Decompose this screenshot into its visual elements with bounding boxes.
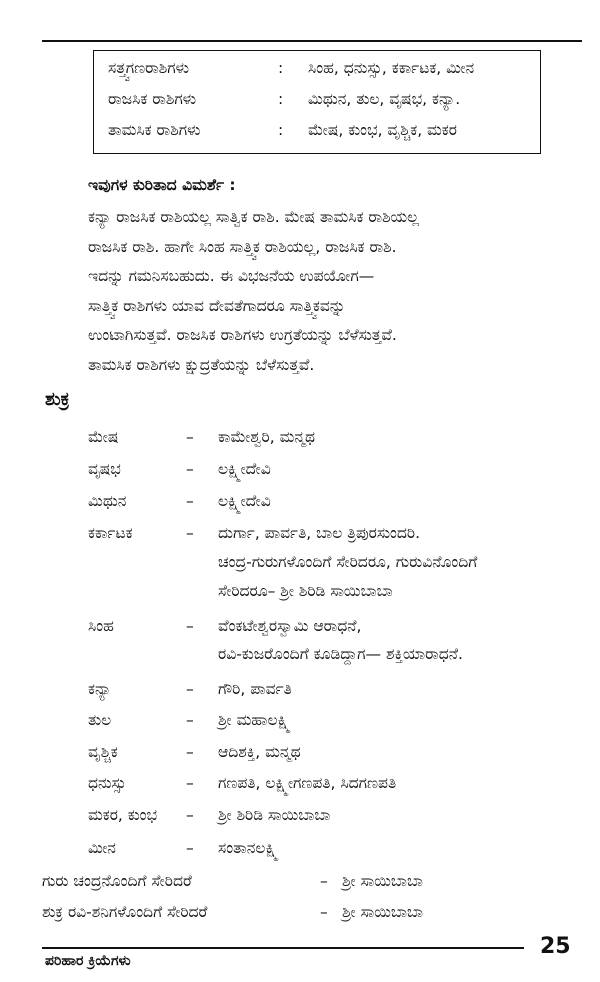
dash: –	[186, 524, 194, 542]
deity-value: ಆದಿಶಕ್ತಿ, ಮನ್ಮಥ	[218, 743, 301, 761]
dash: –	[186, 743, 194, 761]
dash: –	[186, 460, 194, 478]
paragraph-line: ರಾಜಸಿಕ ರಾಶಿ. ಹಾಗೇ ಸಿಂಹ ಸಾತ್ತ್ವಿಕ ರಾಶಿಯಲ್ಲ, ರಾಜಸಿಕ ರಾಶಿ.	[88, 237, 397, 256]
sign-name: ಧನುಸ್ಸು	[88, 774, 127, 792]
deity-value: ವೆಂಕಟೇಶ್ವರಸ್ವಾಮಿ ಆರಾಧನೆ,	[218, 617, 362, 635]
sign-name: ಮಿಥುನ	[88, 492, 127, 510]
table-label: ಸತ್ತ್ವಗಣರಾಶಿಗಳು	[108, 59, 190, 77]
continuation-line: ಸೇರಿದರೂ– ಶ್ರೀ ಶಿರಿಡಿ ಸಾಯಿಬಾಬಾ	[218, 582, 393, 600]
table-colon: :	[278, 121, 284, 139]
sign-name: ವೃಶ್ಚಿಕ	[88, 743, 118, 761]
sign-name: ಸಿಂಹ	[88, 617, 114, 635]
table-value: ಮೇಷ, ಕುಂಭ, ವೃಶ್ಚಿಕ, ಮಕರ	[308, 121, 457, 139]
dash: –	[320, 872, 328, 890]
deity-value: ಸಂತಾನಲಕ್ಷ್ಮಿ	[218, 839, 279, 857]
footer-rule	[42, 947, 524, 949]
dash: –	[186, 806, 194, 824]
dash: –	[320, 903, 328, 921]
table-row	[108, 121, 457, 140]
deity-value: ಲಕ್ಷ್ಮೀದೇವಿ	[218, 492, 271, 510]
deity-value: ಶ್ರೀ ಮಹಾಲಕ್ಷ್ಮಿ	[218, 711, 291, 729]
table-value: ಸಿಂಹ, ಧನುಸ್ಸು, ಕರ್ಕಾಟಕ, ಮೀನ	[308, 59, 475, 77]
deity-value: ಗಣಪತಿ, ಲಕ್ಷ್ಮೀಗಣಪತಿ, ಸಿದಗಣಪತಿ	[218, 774, 397, 792]
dash: –	[186, 774, 194, 792]
dash: –	[186, 617, 194, 635]
dash: –	[186, 428, 194, 446]
discussion-paragraph	[88, 203, 568, 380]
paragraph-line: ಉಂಟಾಗಿಸುತ್ತವೆ. ರಾಜಸಿಕ ರಾಶಿಗಳು ಉಗ್ರತೆಯನ್ನು ಬೆಳೆಸುತ್ತವೆ.	[88, 326, 397, 344]
paragraph-line: ಸಾತ್ತ್ವಿಕ ರಾಶಿಗಳು ಯಾವ ದೇವತೆಗಾದರೂ ಸಾತ್ತ್ವಿಕವನ್ನು	[88, 296, 346, 315]
footer-book-title: ಪರಿಹಾರ ಕ್ರಿಯೆಗಳು	[45, 953, 131, 969]
table-label: ತಾಮಸಿಕ ರಾಶಿಗಳು	[108, 121, 201, 139]
table-row	[108, 90, 461, 109]
deity-value: ಗೌರಿ, ಪಾರ್ವತಿ	[218, 680, 292, 698]
shukra-section-title: ಶುಕ್ರ	[45, 389, 70, 410]
continuation-line: ರವಿ-ಕುಜರೊಂದಿಗೆ ಕೂಡಿದ್ದಾಗ— ಶಕ್ತಿಯಾರಾಧನೆ.	[218, 645, 463, 663]
sign-name: ಮೀನ	[88, 839, 116, 857]
sign-name: ಮೇಷ	[88, 428, 119, 446]
deity-value: ಕಾಮೇಶ್ವರಿ, ಮನ್ಮಥ	[218, 428, 316, 446]
dash: –	[186, 680, 194, 698]
sign-name: ಮಕರ, ಕುಂಭ	[88, 806, 158, 824]
discussion-heading: ಇವುಗಳ ಕುರಿತಾದ ವಿಮರ್ಶೆ :	[88, 176, 236, 194]
dash: –	[186, 711, 194, 729]
table-colon: :	[278, 90, 284, 108]
combination-value: ಶ್ರೀ ಸಾಯಿಬಾಬಾ	[342, 872, 424, 890]
sign-name: ಕರ್ಕಾಟಕ	[88, 524, 133, 542]
paragraph-line: ಇದನ್ನು ಗಮನಿಸಬಹುದು. ಈ ವಿಭಜನೆಯ ಉಪಯೋಗ—	[88, 267, 375, 285]
combination-label: ಗುರು ಚಂದ್ರನೊಂದಿಗೆ ಸೇರಿದರೆ	[42, 872, 192, 890]
combination-value: ಶ್ರೀ ಸಾಯಿಬಾಬಾ	[342, 903, 424, 921]
sign-name: ತುಲ	[88, 711, 112, 729]
rashi-classification-table	[93, 50, 541, 154]
sign-name: ವೃಷಭ	[88, 460, 121, 478]
table-label: ರಾಜಸಿಕ ರಾಶಿಗಳು	[108, 90, 197, 108]
deity-value: ಶ್ರೀ ಶಿರಿಡಿ ಸಾಯಿಬಾಬಾ	[218, 806, 331, 824]
page-number: 25	[540, 934, 571, 959]
table-value: ಮಿಥುನ, ತುಲ, ವೃಷಭ, ಕನ್ಯಾ.	[308, 90, 461, 108]
continuation-line: ಚಂದ್ರ-ಗುರುಗಳೊಂದಿಗೆ ಸೇರಿದರೂ, ಗುರುವಿನೊಂದಿಗೆ	[218, 553, 478, 571]
dash: –	[186, 839, 194, 857]
deity-value: ಲಕ್ಷ್ಮೀದೇವಿ	[218, 460, 271, 478]
combination-label: ಶುಕ್ರ ರವಿ-ಶನಿಗಳೊಂದಿಗೆ ಸೇರಿದರೆ	[42, 903, 208, 921]
deity-value: ದುರ್ಗಾ, ಪಾರ್ವತಿ, ಬಾಲ ತ್ರಿಪುರಸುಂದರಿ.	[218, 524, 421, 542]
table-row	[108, 59, 475, 78]
paragraph-line: ತಾಮಸಿಕ ರಾಶಿಗಳು ಕ್ಷುದ್ರತೆಯನ್ನು ಬೆಳೆಸುತ್ತವೆ.	[88, 355, 315, 374]
table-colon: :	[278, 59, 284, 77]
paragraph-line: ಕನ್ಯಾ ರಾಜಸಿಕ ರಾಶಿಯಲ್ಲ ಸಾತ್ವಿಕ ರಾಶಿ. ಮೇಷ ತಾಮಸಿಕ ರಾಶಿಯಲ್ಲ	[88, 208, 420, 226]
dash: –	[186, 492, 194, 510]
top-rule	[42, 40, 582, 42]
sign-name: ಕನ್ಯಾ	[88, 680, 112, 698]
